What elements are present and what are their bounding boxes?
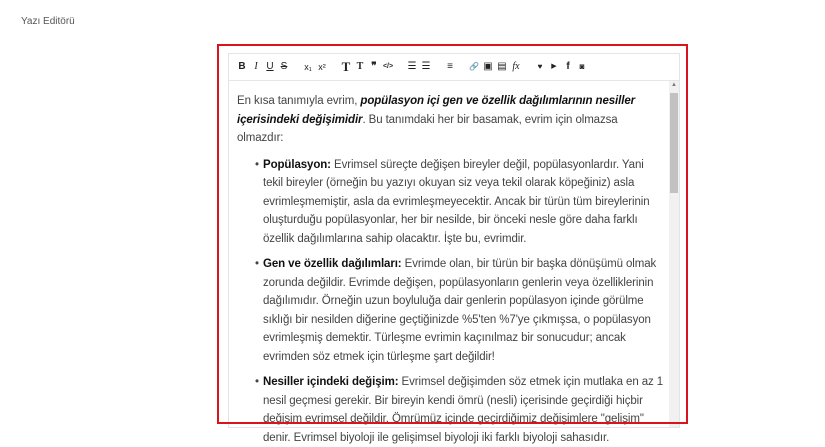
- list-item: [263, 373, 665, 447]
- ordered-list-icon[interactable]: ☰: [405, 54, 419, 80]
- content-scrollbar[interactable]: [669, 81, 679, 427]
- youtube-icon[interactable]: ▶: [547, 54, 561, 80]
- subscript-icon[interactable]: x₁: [301, 54, 315, 80]
- editor-toolbar: [229, 54, 679, 81]
- page-title: Yazı Editörü: [21, 16, 75, 27]
- item-term: Gen ve özellik dağılımları:: [263, 258, 402, 270]
- item-text: Evrimde olan, bir türün bir başka dönüşümü olmak zorunda değildir. Evrimde değişen, popülasyonların genlerin veya özelliklerinin dağılımıdır. Örneğin uzun boyluluğa dair genlerin popülasyon içinde görülme sıklığı bir nesilden diğerine geçtiğinizde %5'ten %7'ye çıkmışsa, o popülasyon evrimleşmiş demektir. Türleşme evrimin kaçınılmaz bir sonucudur; ancak evrimden söz etmek için türleşme şart değildir!: [263, 258, 656, 363]
- formula-icon[interactable]: fx: [509, 54, 523, 80]
- underline-icon[interactable]: U: [263, 54, 277, 80]
- item-text: Evrimsel süreçte değişen bireyler değil, popülasyonlardır. Yani tekil bireyler (örneğin bu yazıyı okuyan siz veya tekil olarak köpeğiniz) asla evrimleşmemiştir, asla da evrimleşmeyecektir. Ancak bir türün tüm bireylerinin oluşturduğu popülasyonlar, her bir nesilde, bir önceki nesle göre daha farklı özellik dağılımlarına sahip olacaktır. İşte bu, evrimdir.: [263, 159, 650, 245]
- strikethrough-icon[interactable]: S: [277, 54, 291, 80]
- intro-paragraph: [237, 92, 665, 148]
- superscript-icon[interactable]: x²: [315, 54, 329, 80]
- instagram-icon[interactable]: ◙: [575, 54, 589, 80]
- code-icon[interactable]: </>: [381, 54, 395, 80]
- intro-lead: En kısa tanımıyla evrim,: [237, 95, 360, 107]
- definition-list: [237, 156, 665, 447]
- twitter-icon[interactable]: ♥: [533, 54, 547, 80]
- facebook-icon[interactable]: f: [561, 54, 575, 80]
- image-icon[interactable]: ▣: [481, 54, 495, 80]
- item-term: Nesiller içindeki değişim:: [263, 376, 398, 388]
- media-icon[interactable]: ▤: [495, 54, 509, 80]
- editor-content[interactable]: [229, 81, 669, 447]
- heading-large-icon[interactable]: T: [339, 54, 353, 80]
- scrollbar-thumb[interactable]: [670, 93, 678, 193]
- list-item: [263, 156, 665, 249]
- scroll-up-arrow-icon[interactable]: ▲: [669, 82, 679, 88]
- italic-icon[interactable]: I: [249, 54, 263, 80]
- bold-icon[interactable]: B: [235, 54, 249, 80]
- unordered-list-icon[interactable]: ☰: [419, 54, 433, 80]
- item-text: Evrimsel değişimden söz etmek için mutlaka en az 1 nesil geçmesi gerekir. Bir bireyin kendi ömrü (nesli) içerisinde geçirdiği hiçbir değişim evrimsel değildir. Ömrümüz içinde geçirdiğimiz değişimlere "gelişim" denir. Evrimsel biyoloji ile gelişimsel biyoloji iki farklı biyoloji sahasıdır.: [263, 376, 663, 444]
- heading-small-icon[interactable]: T: [353, 54, 367, 80]
- quote-icon[interactable]: ❞: [367, 54, 381, 80]
- intro-bold: popülasyon içi gen ve özellik dağılımlarının nesiller içerisindeki değişimidir: [237, 95, 635, 126]
- list-item: [263, 255, 665, 366]
- align-icon[interactable]: ≡: [443, 54, 457, 80]
- link-icon[interactable]: 🔗: [467, 54, 481, 80]
- intro-tail: . Bu tanımdaki her bir basamak, evrim için olmazsa olmazdır:: [237, 114, 618, 145]
- item-term: Popülasyon:: [263, 159, 331, 171]
- rich-text-editor[interactable]: [228, 53, 680, 428]
